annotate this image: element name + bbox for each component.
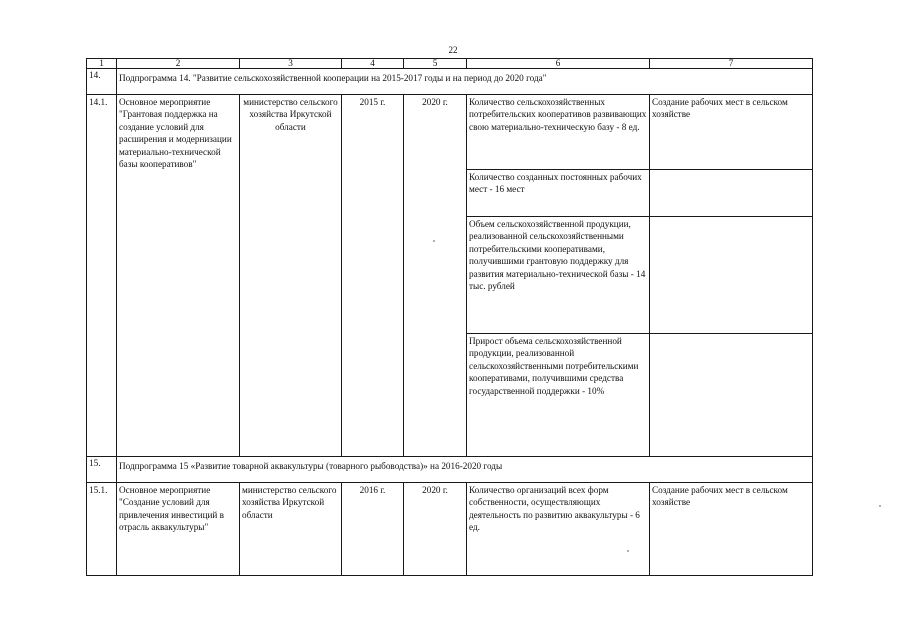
column-number: 4: [342, 59, 404, 69]
scan-speck: [433, 240, 435, 242]
executor-cell: министерство сельского хозяйства Иркутской области: [240, 483, 342, 576]
executor-cell: министерство сельского хозяйства Иркутской области: [240, 95, 342, 457]
row-number: 15.: [87, 457, 117, 483]
empty-result-cell: [650, 217, 813, 334]
start-year-cell: 2016 г.: [342, 483, 404, 576]
column-number: 3: [240, 59, 342, 69]
result-cell: Создание рабочих мест в сельском хозяйстве: [650, 483, 813, 576]
column-number: 6: [467, 59, 650, 69]
scan-speck: [627, 550, 629, 552]
result-cell: Создание рабочих мест в сельском хозяйстве: [650, 95, 813, 170]
table-row: [87, 95, 813, 170]
empty-result-cell: [650, 334, 813, 457]
row-number: 14.: [87, 69, 117, 95]
end-year-cell: 2020 г.: [404, 95, 467, 457]
subprogram-title: Подпрограмма 14. "Развитие сельскохозяйственной кооперации на 2015-2017 годы и на период до 2020 года": [117, 69, 813, 95]
row-number: 15.1.: [87, 483, 117, 576]
indicator-cell: Количество организаций всех форм собственности, осуществляющих деятельность по развитию аквакультуры - 6 ед.: [467, 483, 650, 576]
subprogram-title: Подпрограмма 15 «Развитие товарной аквакультуры (товарного рыбоводства)» на 2016-2020 годы: [117, 457, 813, 483]
subprogram-row: [87, 457, 813, 483]
table-row: [87, 483, 813, 576]
indicator-cell: Объем сельскохозяйственной продукции, реализованной сельскохозяйственными потребительскими кооперативами, получившими грантовую поддержку для развития материально-технической базы - 14 тыс. рублей: [467, 217, 650, 334]
start-year-cell: 2015 г.: [342, 95, 404, 457]
program-table: [86, 58, 813, 576]
column-number-row: [87, 59, 813, 69]
column-number: 1: [87, 59, 117, 69]
page-number: 22: [448, 45, 458, 55]
scan-speck: [879, 505, 881, 507]
empty-result-cell: [650, 170, 813, 217]
subprogram-row: [87, 69, 813, 95]
column-number: 5: [404, 59, 467, 69]
column-number: 7: [650, 59, 813, 69]
end-year-cell: 2020 г.: [404, 483, 467, 576]
indicator-cell: Прирост объема сельскохозяйственной продукции, реализованной сельскохозяйственными потребительскими кооперативами, получившими средства государственной поддержки - 10%: [467, 334, 650, 457]
indicator-cell: Количество созданных постоянных рабочих мест - 16 мест: [467, 170, 650, 217]
indicator-cell: Количество сельскохозяйственных потребительских кооперативов развивающих свою материально-техническую базу - 8 ед.: [467, 95, 650, 170]
row-number: 14.1.: [87, 95, 117, 457]
column-number: 2: [117, 59, 240, 69]
measure-cell: Основное мероприятие "Грантовая поддержка на создание условий для расширения и модернизации материально-технической базы кооперативов": [117, 95, 240, 457]
measure-cell: Основное мероприятие "Создание условий для привлечения инвестиций в отрасль аквакультуры": [117, 483, 240, 576]
